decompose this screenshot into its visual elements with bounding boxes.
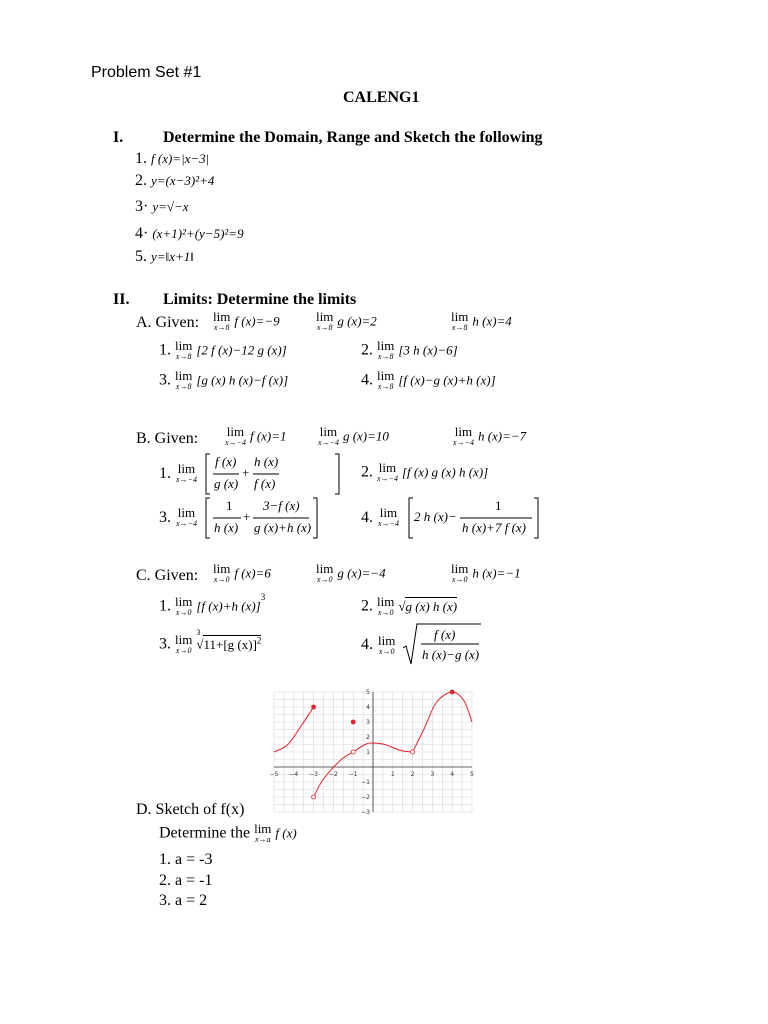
part-a-problem-2: 2. lim x→8 [3 h (x)−6] xyxy=(361,338,458,361)
domain-item-5: 5. y=‖x+1‖ xyxy=(135,248,194,265)
x-tick-label: −5 xyxy=(270,771,279,778)
section-1-title: Determine the Domain, Range and Sketch the following xyxy=(163,129,543,146)
problem-set-title: Problem Set #1 xyxy=(91,64,202,81)
closed-point xyxy=(351,720,356,725)
closed-point xyxy=(450,690,455,695)
domain-item-1: 1. f (x)=|x−3| xyxy=(135,150,210,167)
y-tick-label: 1 xyxy=(366,749,370,756)
domain-item-3: 3· y=√−x xyxy=(135,198,189,215)
part-d-item-1: 1. a = -3 xyxy=(159,851,213,868)
x-tick-label: −4 xyxy=(289,771,299,778)
y-tick-label: −1 xyxy=(361,779,370,786)
y-tick-label: 4 xyxy=(366,704,370,711)
x-tick-label: 4 xyxy=(450,771,455,778)
part-c-problem-2: 2. lim x→0 √g (x) h (x) xyxy=(361,594,458,617)
x-tick-label: −2 xyxy=(328,771,338,778)
part-a-given-f: lim x→8 f (x)=−9 xyxy=(213,309,280,332)
domain-item-4: 4· (x+1)²+(y−5)²=9 xyxy=(135,225,244,242)
x-tick-label: −3 xyxy=(309,771,319,778)
part-b-given-f: lim x→−4 f (x)=1 xyxy=(225,424,287,447)
part-b-given-h: lim x→−4 h (x)=−7 xyxy=(453,424,527,447)
y-tick-label: −3 xyxy=(361,809,370,816)
section-2-numeral: II. xyxy=(113,291,130,308)
x-tick-label: 3 xyxy=(430,771,435,778)
open-point xyxy=(411,750,415,754)
part-a-problem-4: 4. lim x→8 [f (x)−g (x)+h (x)] xyxy=(361,368,496,391)
y-tick-label: 2 xyxy=(366,734,370,741)
section-1-numeral: I. xyxy=(113,129,124,146)
y-tick-label: 5 xyxy=(366,689,370,696)
part-c-given-g: lim x→0 g (x)=−4 xyxy=(316,561,386,584)
part-d-item-2: 2. a = -1 xyxy=(159,872,213,889)
part-c-label: C. Given: xyxy=(136,567,199,584)
part-c-given-f: lim x→0 f (x)=6 xyxy=(213,561,271,584)
part-c-given-h: lim x→0 h (x)=−1 xyxy=(451,561,521,584)
part-b-given-g: lim x→−4 g (x)=10 xyxy=(318,424,389,447)
x-tick-label: −1 xyxy=(348,771,358,778)
part-d-item-3: 3. a = 2 xyxy=(159,892,208,909)
part-d-determine: Determine the lim x→a f (x) xyxy=(159,821,297,844)
part-a-given-g: lim x→8 g (x)=2 xyxy=(316,309,377,332)
part-c-problem-1: 1. lim x→0 [f (x)+h (x)]$^3$ xyxy=(159,592,266,617)
part-a-problem-1: 1. lim x→8 [2 f (x)−12 g (x)] xyxy=(159,338,287,361)
part-a-problem-3: 3. lim x→8 [g (x) h (x)−f (x)] xyxy=(159,368,289,391)
y-tick-label: 3 xyxy=(366,719,370,726)
open-point xyxy=(351,750,355,754)
open-point xyxy=(312,795,316,799)
y-tick-label: −2 xyxy=(361,794,370,801)
closed-point xyxy=(311,705,316,710)
part-b-problem-2: 2. lim x→−4 [f (x) g (x) h (x)] xyxy=(361,460,489,483)
domain-item-2: 2. y=(x−3)²+4 xyxy=(135,172,215,189)
section-2-title: Limits: Determine the limits xyxy=(163,291,357,308)
part-d-label: D. Sketch of f(x) xyxy=(136,801,245,818)
x-tick-label: 2 xyxy=(410,771,415,778)
course-title: CALENG1 xyxy=(343,89,420,106)
part-c-problem-3: 3. lim x→0 $^3$√11+[g (x)]$^2$ xyxy=(159,628,262,655)
x-tick-label: 5 xyxy=(470,771,474,778)
part-b-label: B. Given: xyxy=(136,430,199,447)
x-tick-label: 1 xyxy=(390,771,395,778)
part-a-label: A. Given: xyxy=(136,314,200,331)
function-graph xyxy=(270,686,476,816)
part-a-given-h: lim x→8 h (x)=4 xyxy=(451,309,512,332)
